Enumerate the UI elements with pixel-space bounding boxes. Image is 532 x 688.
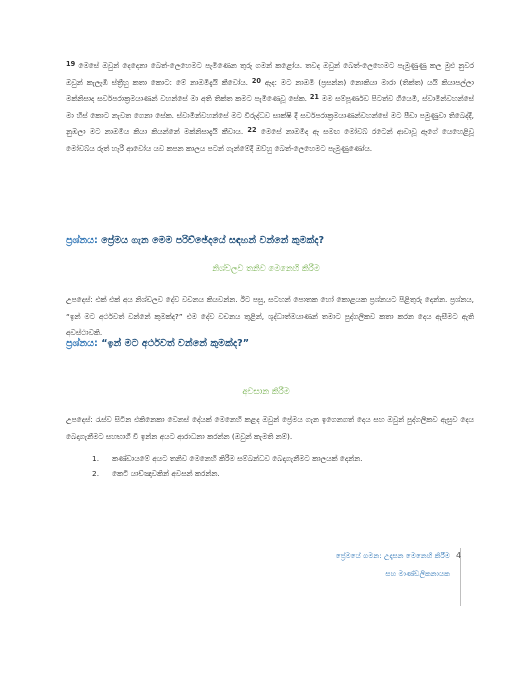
question-label: ප්‍රශ්නය: [66, 338, 98, 349]
instruction-text: එක් එක් අය නිශ්චලව දේව වචනය කියවන්න. ඊට පසු, සටහන් පොතක හෝ කොළයක ප්‍රශ්නයට පිළිතුරු දෙන්න. ප්‍රශ්නය, “ඉන් මට අර්ථවත් වන්නේ කුමක්ද?” එම දේව වචනය තුළින්, ශුද්ධාත්මයාණන් තමාට පුද්ගලිකව කතා කරන දෙය ඇසීමට ඇති අවස්ථාවකි. [66, 295, 474, 338]
page-number: 4 [456, 551, 462, 560]
instruction-paragraph [66, 292, 474, 342]
question-label: ප්‍රශ්නය: [66, 235, 98, 246]
footer-title-line1: ප්‍රේමයේ ගමන: උදෑසන මෙනෙහි කිරීම [335, 551, 450, 560]
question-text: ප්‍රේමය ගැන මෙම පරිච්ඡේදයේ සඳහන් වන්නේ කුමක්ද? [101, 235, 325, 246]
list-text: කණ්ඩායමේ අයට තනිව මෙනෙහි කිරීම සම්බන්ධව බෙදාගැනීමට කාලයක් දෙන්න. [112, 454, 363, 463]
steps-list [92, 451, 472, 481]
section-heading: අවසාන කිරීම [242, 386, 290, 396]
verse-text: මම සම්පූර්ණව පිටත්ව ගියෙමි, ස්වාමීන්වහන්සේ මා හිස් කොට නැවත ගෙනා සේක. ස්වාමීන්වහන්සේ මට විරුද්ධව සාක්ෂි දී සර්වපරාක්‍රමයාණන්වහන්සේ මට පීඩා පමුණුවා තිබෙද්දී, නුඹලා මට නාඔමීය කියා කියන්නේ මක්නිසාදැයි කීවාය. [66, 94, 474, 137]
instruction-prefix: උපදෙස්: [66, 295, 93, 304]
verse-text: මෙසේ නාඔමීද ඈ සමඟ මෝවබ් රටෙන් ආවාවූ ඈගේ යෙහෙළිවූ මෝවබ්ය රූත් හැරී ආවෝය යව කපන කාලය පටන් ගැන්මේදී ඔව්හු බෙත්-ලෙහෙමට පැමුණුණෝය. [66, 127, 474, 153]
instruction-prefix: උපදෙස්: [66, 415, 93, 424]
instruction-text: රැස්ව සිටින එකිනෙකා වෙනස් දේයක් මෙනෙහි කළද ඔවුන් ප්‍රේමය ගැන ඉගෙනගත් දෙය සහ ඔවුන් පුද්ගලිකව ඇසුව දෙය බෙදාගැනීමට සහභාගී වී ඉන්න අයට ආරාධනා කරන්න (ඔවුන් කැමති නම්). [66, 415, 474, 441]
verse-number: 19 [66, 60, 76, 68]
verse-number: 21 [309, 93, 319, 102]
verse-text: ඈද: මට නාඔමී (ප්‍රසන්න) නොකියා මාරා (තික්ත) යයි කියාපල්ලා මක්නිසාද සර්වපරාක්‍රමයාණන් වහන්සේ මා අති තික්ත කමට පැමිණෙවූ සේක. [66, 77, 474, 104]
verse-number: 22 [247, 126, 257, 135]
instruction-paragraph [66, 412, 474, 445]
question-heading [66, 235, 474, 246]
list-number: 1. [92, 454, 100, 463]
verse-number: 20 [251, 76, 262, 85]
list-item [92, 466, 472, 481]
section-heading: නිශ්චලව තනිව මෙනෙහි කිරීම [212, 263, 320, 273]
verse-text: මෙසේ ඔවුන් දෙදෙනා බෙත්-ලෙහෙමට පැමිණෙන තුරු ගමන් කළෝය. තවද ඔවුන් බෙත්-ලෙහෙමට පැමුණුණු කල මුළු නුවර ඔවුන් කැලැඹී ස්ත්‍රීහු කතා කොට: මේ නාඔමීදැයි කීවෝය. [66, 61, 474, 87]
footer-title-line2: සහ මාණ්ඩලිකනායක [385, 569, 450, 578]
list-text: කෙටි යාච්ඤාවකින් අවසන් කරන්න. [112, 469, 220, 478]
scripture-paragraph [66, 58, 474, 158]
list-item [92, 451, 472, 466]
list-number: 2. [92, 469, 100, 478]
question-text: “ඉන් මට අර්ථවත් වන්නේ කුමක්ද?” [101, 338, 249, 349]
question-heading [66, 338, 474, 349]
